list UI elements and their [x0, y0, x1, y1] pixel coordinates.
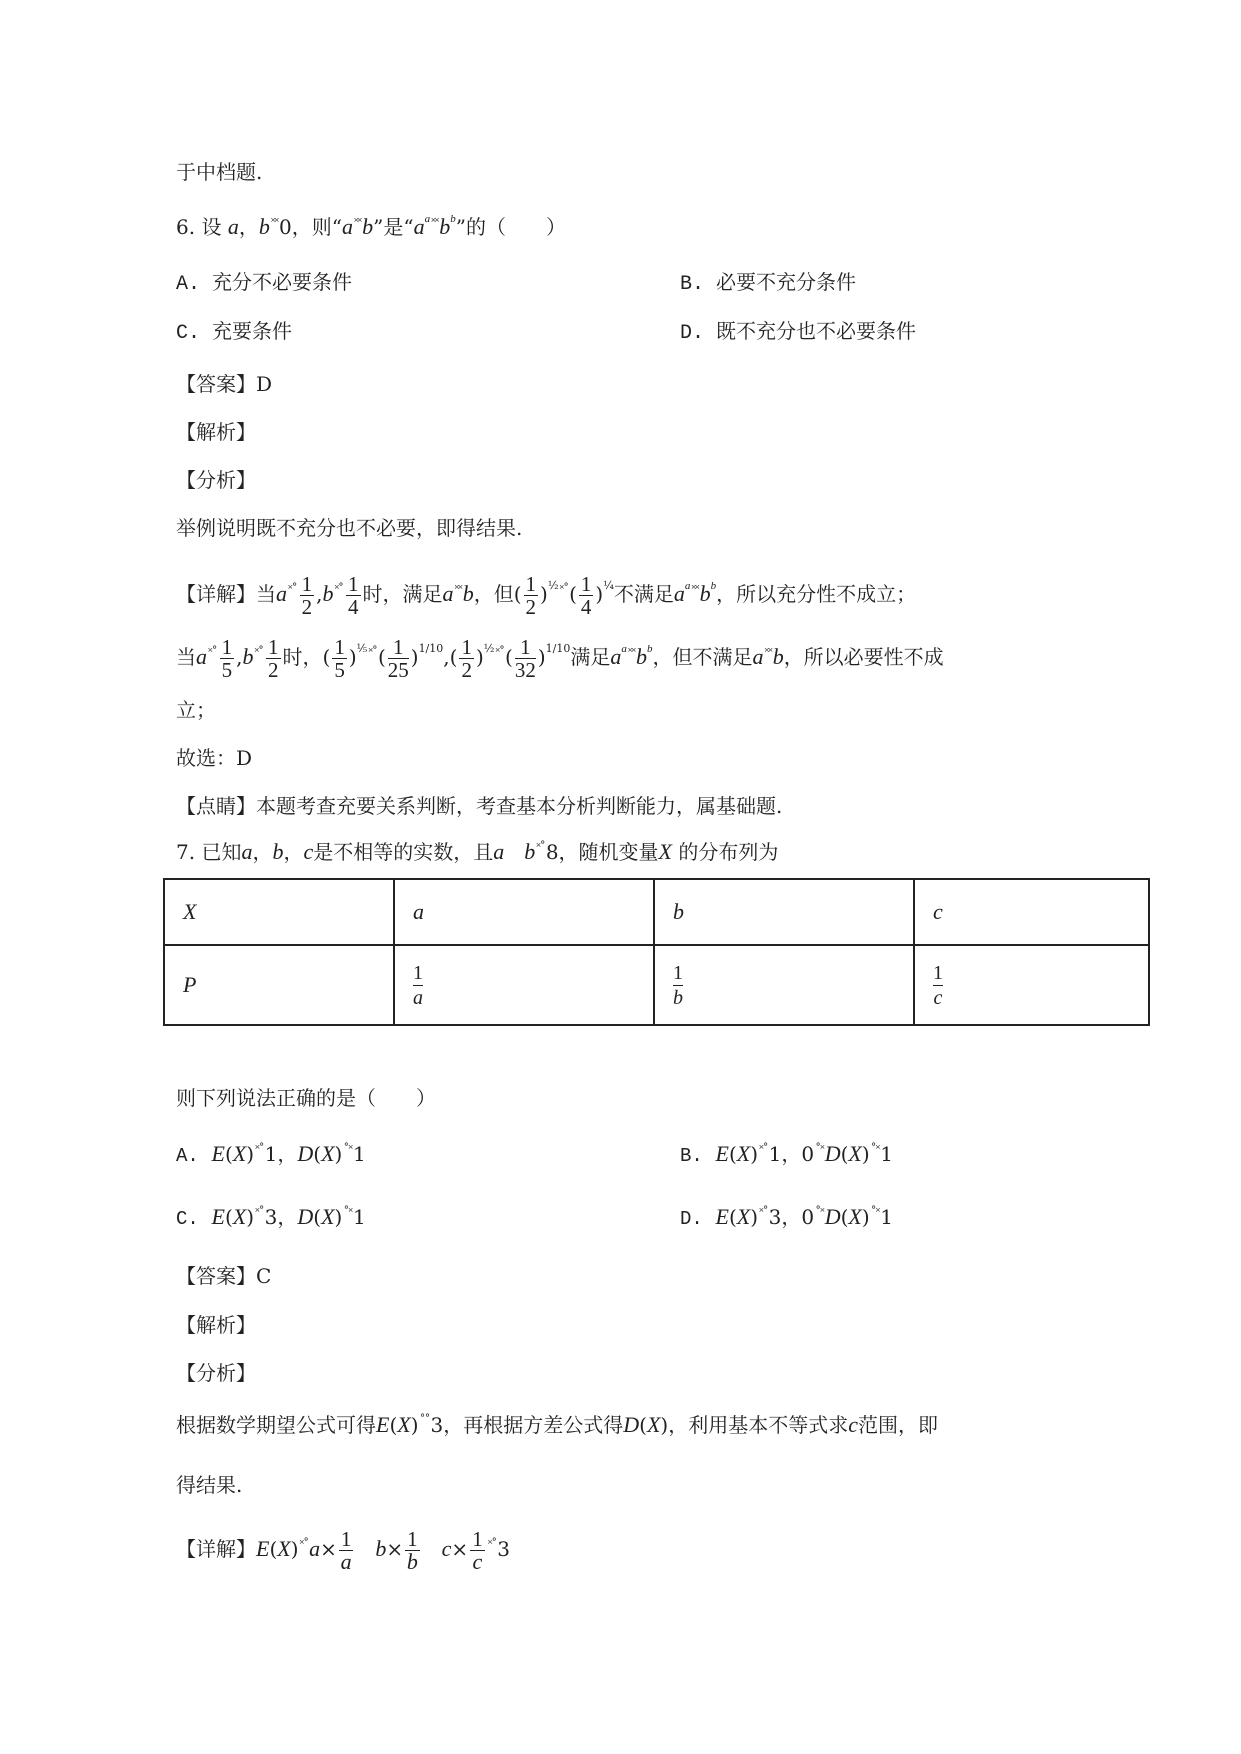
q7-jiexi: 【解析】 [176, 1313, 256, 1337]
table-cell: $\frac{1}{a}$ [394, 945, 654, 1025]
q6-choose: 故选：D [176, 746, 253, 770]
table-cell: a [394, 879, 654, 945]
table-cell: b [654, 879, 914, 945]
table-cell: $\frac{1}{b}$ [654, 945, 914, 1025]
table-row [164, 879, 1149, 945]
q6-detail-cont: 立； [176, 698, 216, 722]
q6-detail-tag: 【详解】当 [176, 582, 276, 606]
q6-option-d: D. 既不充分也不必要条件 [680, 322, 917, 345]
distribution-table [163, 878, 1150, 1026]
q7-option-c: C. E(X)˟˚3，D(X)˚˟1 [176, 1204, 366, 1230]
table-cell: $\frac{1}{c}$ [914, 945, 1149, 1025]
q7-fenxi: 【分析】 [176, 1361, 256, 1385]
q7-option-a: A. E(X)˟˚1，D(X)˚˟1 [176, 1141, 366, 1167]
q7-option-d: D. E(X)˟˚3，0˚˟D(X)˚˟1 [680, 1204, 893, 1230]
text-line-1: 于中档题. [176, 160, 263, 184]
q6-option-a: A. 充分不必要条件 [176, 273, 353, 296]
q6-fenxi-text: 举例说明既不充分也不必要，即得结果. [176, 516, 523, 540]
q6-option-c: C. 充要条件 [176, 322, 293, 345]
q6-jiexi: 【解析】 [176, 420, 256, 444]
q7-answer: 【答案】C [176, 1264, 272, 1288]
question-7-stem: 7. 已知a，b，c是不相等的实数，且a b˟˚8，随机变量X 的分布列为 [176, 839, 779, 864]
q6-detail-line-1: 【详解】当a˟˚ $\frac{1}{2}$ ,b˟˚ $\frac{1}{4}$ 时，满足a˟˟b，但( $\frac{1}{2}$ )$^{\frac{1}{2}˟˚}$( $\frac{1}{4}$ )$^{\frac{1}{4}}$不满足$a^{a˟˟}b^b$，所以充分性不成立； [176, 572, 917, 619]
q7-detail: 【详解】E(X)˟˚a× $\frac{1}{a}$ b× $\frac{1}{b}$ c× $\frac{1}{c}$ ˟˚3 [176, 1527, 511, 1574]
q6-dianjing: 【点睛】本题考查充要关系判断，考查基本分析判断能力，属基础题. [176, 794, 783, 818]
q7-option-b: B. E(X)˟˚1，0˚˟D(X)˚˟1 [680, 1141, 893, 1167]
q6-prefix: 6. 设 [176, 215, 222, 239]
table-row [164, 945, 1149, 1025]
q6-answer: 【答案】D [176, 372, 273, 396]
q6-option-b: B. 必要不充分条件 [680, 273, 857, 296]
q6-fenxi: 【分析】 [176, 468, 256, 492]
q7-fenxi-cont: 得结果. [176, 1473, 243, 1497]
question-6-stem: 6. 设 a，b˟˟0，则“a˟˟b”是“$a^{a˟˟}b^b$”的（ ） [176, 213, 566, 239]
q6-detail-line-2: 当a˟˚ $\frac{1}{5}$ ,b˟˚ $\frac{1}{2}$ 时，( $\frac{1}{5}$ )$^{\frac{1}{5}˟˚}$( $\frac{1}{25}$ )$^{1/10}$,( $\frac{1}{2}$ )$^{\frac{1}{2}˟˚}$( $\frac{1}{32}$ )$^{1/10}$满足$a^{a˟˟}b^b$，但不满足a˟˟b，所以必要性不成 [176, 635, 944, 682]
table-cell: X [164, 879, 394, 945]
table-cell: P [164, 945, 394, 1025]
q7-after-table: 则下列说法正确的是（ ） [176, 1086, 436, 1110]
q7-fenxi-text: 根据数学期望公式可得E(X)˚˚3，再根据方差公式得D(X)，利用基本不等式求c范围，即 [176, 1412, 938, 1437]
table-cell: c [914, 879, 1149, 945]
